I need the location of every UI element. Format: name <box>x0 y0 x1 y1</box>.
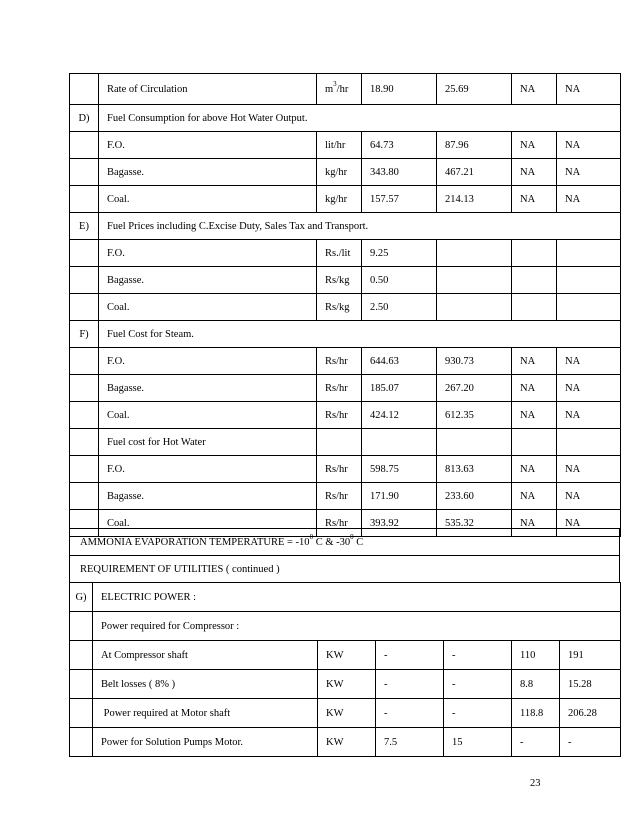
row-value: - <box>444 699 512 728</box>
row-label: Bagasse. <box>99 483 317 510</box>
row-value: NA <box>557 375 621 402</box>
row-label: Coal. <box>99 186 317 213</box>
row-unit: KW <box>318 699 376 728</box>
section-title: ELECTRIC POWER : <box>93 583 621 612</box>
row-unit: Rs/hr <box>317 348 362 375</box>
section-row <box>70 105 621 132</box>
row-value: NA <box>557 483 621 510</box>
row-value <box>437 267 512 294</box>
row-value: NA <box>557 456 621 483</box>
row-unit: Rs/kg <box>317 294 362 321</box>
section-row <box>70 213 621 240</box>
row-unit: Rs/hr <box>317 375 362 402</box>
table-row <box>70 240 621 267</box>
row-value <box>437 240 512 267</box>
row-value <box>512 294 557 321</box>
row-value: NA <box>557 74 621 105</box>
row-value: NA <box>512 159 557 186</box>
row-value: NA <box>512 402 557 429</box>
table-row <box>70 186 621 213</box>
row-value: NA <box>557 510 621 537</box>
row-value: 9.25 <box>362 240 437 267</box>
row-value: 214.13 <box>437 186 512 213</box>
row-value: 110 <box>512 641 560 670</box>
table-row <box>70 641 621 670</box>
row-label: Belt losses ( 8% ) <box>93 670 318 699</box>
row-value: - <box>444 670 512 699</box>
section-letter: E) <box>70 213 99 240</box>
table-row <box>70 699 621 728</box>
row-label: Bagasse. <box>99 375 317 402</box>
row-unit: Rs/kg <box>317 267 362 294</box>
compressor-heading: Power required for Compressor : <box>93 612 621 641</box>
table-row <box>70 74 621 105</box>
section-letter: G) <box>70 583 93 612</box>
row-value: 813.63 <box>437 456 512 483</box>
row-unit: Rs/hr <box>317 402 362 429</box>
row-value: 8.8 <box>512 670 560 699</box>
row-value: 644.63 <box>362 348 437 375</box>
table-row <box>70 375 621 402</box>
row-unit: Rs/hr <box>317 456 362 483</box>
row-value: 191 <box>560 641 621 670</box>
row-label: Rate of Circulation <box>99 74 317 105</box>
row-label: Power required at Motor shaft <box>93 699 318 728</box>
section-title: Fuel Cost for Steam. <box>99 321 621 348</box>
row-value: NA <box>557 159 621 186</box>
row-value: NA <box>512 186 557 213</box>
row-value: 612.35 <box>437 402 512 429</box>
row-unit: $m^3/hr$ <box>317 74 362 105</box>
table-row <box>70 429 621 456</box>
row-value: 267.20 <box>437 375 512 402</box>
section-row <box>70 583 621 612</box>
row-label: At Compressor shaft <box>93 641 318 670</box>
row-value: - <box>376 670 444 699</box>
heading-row <box>70 556 620 583</box>
row-value: - <box>560 728 621 757</box>
row-value <box>437 294 512 321</box>
row-value: NA <box>557 186 621 213</box>
row-value: 15.28 <box>560 670 621 699</box>
section-letter: D) <box>70 105 99 132</box>
row-value: NA <box>557 132 621 159</box>
row-value: 25.69 <box>437 74 512 105</box>
row-value: 87.96 <box>437 132 512 159</box>
row-value: NA <box>557 348 621 375</box>
table-row <box>70 612 621 641</box>
row-unit: kg/hr <box>317 159 362 186</box>
row-value: 598.75 <box>362 456 437 483</box>
row-value: NA <box>512 132 557 159</box>
headings-table <box>69 528 620 583</box>
row-value: 7.5 <box>376 728 444 757</box>
row-value <box>557 294 621 321</box>
table-row <box>70 132 621 159</box>
row-unit: lit/hr <box>317 132 362 159</box>
electric-power-table <box>69 582 621 757</box>
row-label: F.O. <box>99 348 317 375</box>
section-title: Fuel Consumption for above Hot Water Output. <box>99 105 621 132</box>
row-label: F.O. <box>99 240 317 267</box>
row-value: NA <box>512 510 557 537</box>
table-row <box>70 402 621 429</box>
row-unit: KW <box>318 670 376 699</box>
row-value: 118.8 <box>512 699 560 728</box>
row-value: 535.32 <box>437 510 512 537</box>
row-label: F.O. <box>99 456 317 483</box>
table-row <box>70 483 621 510</box>
row-value: - <box>376 699 444 728</box>
row-unit: Rs/hr <box>317 510 362 537</box>
row-label: Fuel cost for Hot Water <box>99 429 317 456</box>
row-value: 393.92 <box>362 510 437 537</box>
row-label: Bagasse. <box>99 267 317 294</box>
row-unit: Rs/hr <box>317 483 362 510</box>
row-value: 930.73 <box>437 348 512 375</box>
row-value: 424.12 <box>362 402 437 429</box>
row-unit: KW <box>318 641 376 670</box>
table-row <box>70 159 621 186</box>
row-value: 206.28 <box>560 699 621 728</box>
table-row <box>70 670 621 699</box>
table-row <box>70 348 621 375</box>
row-value: 171.90 <box>362 483 437 510</box>
row-value: 15 <box>444 728 512 757</box>
row-value: 2.50 <box>362 294 437 321</box>
row-label: Coal. <box>99 402 317 429</box>
row-unit: Rs./lit <box>317 240 362 267</box>
row-label: Power for Solution Pumps Motor. <box>93 728 318 757</box>
row-label: Coal. <box>99 510 317 537</box>
row-value: NA <box>512 483 557 510</box>
table-row <box>70 456 621 483</box>
row-value: NA <box>512 456 557 483</box>
row-value: - <box>376 641 444 670</box>
row-value: 18.90 <box>362 74 437 105</box>
row-value: NA <box>512 348 557 375</box>
heading-row <box>70 529 620 556</box>
section-row <box>70 321 621 348</box>
row-unit: KW <box>318 728 376 757</box>
row-value: - <box>512 728 560 757</box>
row-value: - <box>444 641 512 670</box>
section-title: Fuel Prices including C.Excise Duty, Sales Tax and Transport. <box>99 213 621 240</box>
row-unit: kg/hr <box>317 186 362 213</box>
row-value: 157.57 <box>362 186 437 213</box>
row-value: NA <box>512 375 557 402</box>
row-value <box>557 240 621 267</box>
row-label: F.O. <box>99 132 317 159</box>
row-value <box>512 240 557 267</box>
row-label: Bagasse. <box>99 159 317 186</box>
fuel-table <box>69 73 621 537</box>
table-row <box>70 294 621 321</box>
row-value: 467.21 <box>437 159 512 186</box>
requirement-heading: REQUIREMENT OF UTILITIES ( continued ) <box>70 556 620 583</box>
row-value: 343.80 <box>362 159 437 186</box>
ammonia-heading: AMMONIA EVAPORATION TEMPERATURE = $-10^0$ C & $-30^0$ C <box>70 529 620 556</box>
section-letter: F) <box>70 321 99 348</box>
table-row <box>70 267 621 294</box>
row-value <box>512 267 557 294</box>
row-value: 185.07 <box>362 375 437 402</box>
row-value: 0.50 <box>362 267 437 294</box>
row-value <box>557 267 621 294</box>
row-value: 64.73 <box>362 132 437 159</box>
row-value: 233.60 <box>437 483 512 510</box>
page-number: 23 <box>530 778 541 789</box>
table-row <box>70 728 621 757</box>
row-label: Coal. <box>99 294 317 321</box>
row-value: NA <box>557 402 621 429</box>
row-value: NA <box>512 74 557 105</box>
